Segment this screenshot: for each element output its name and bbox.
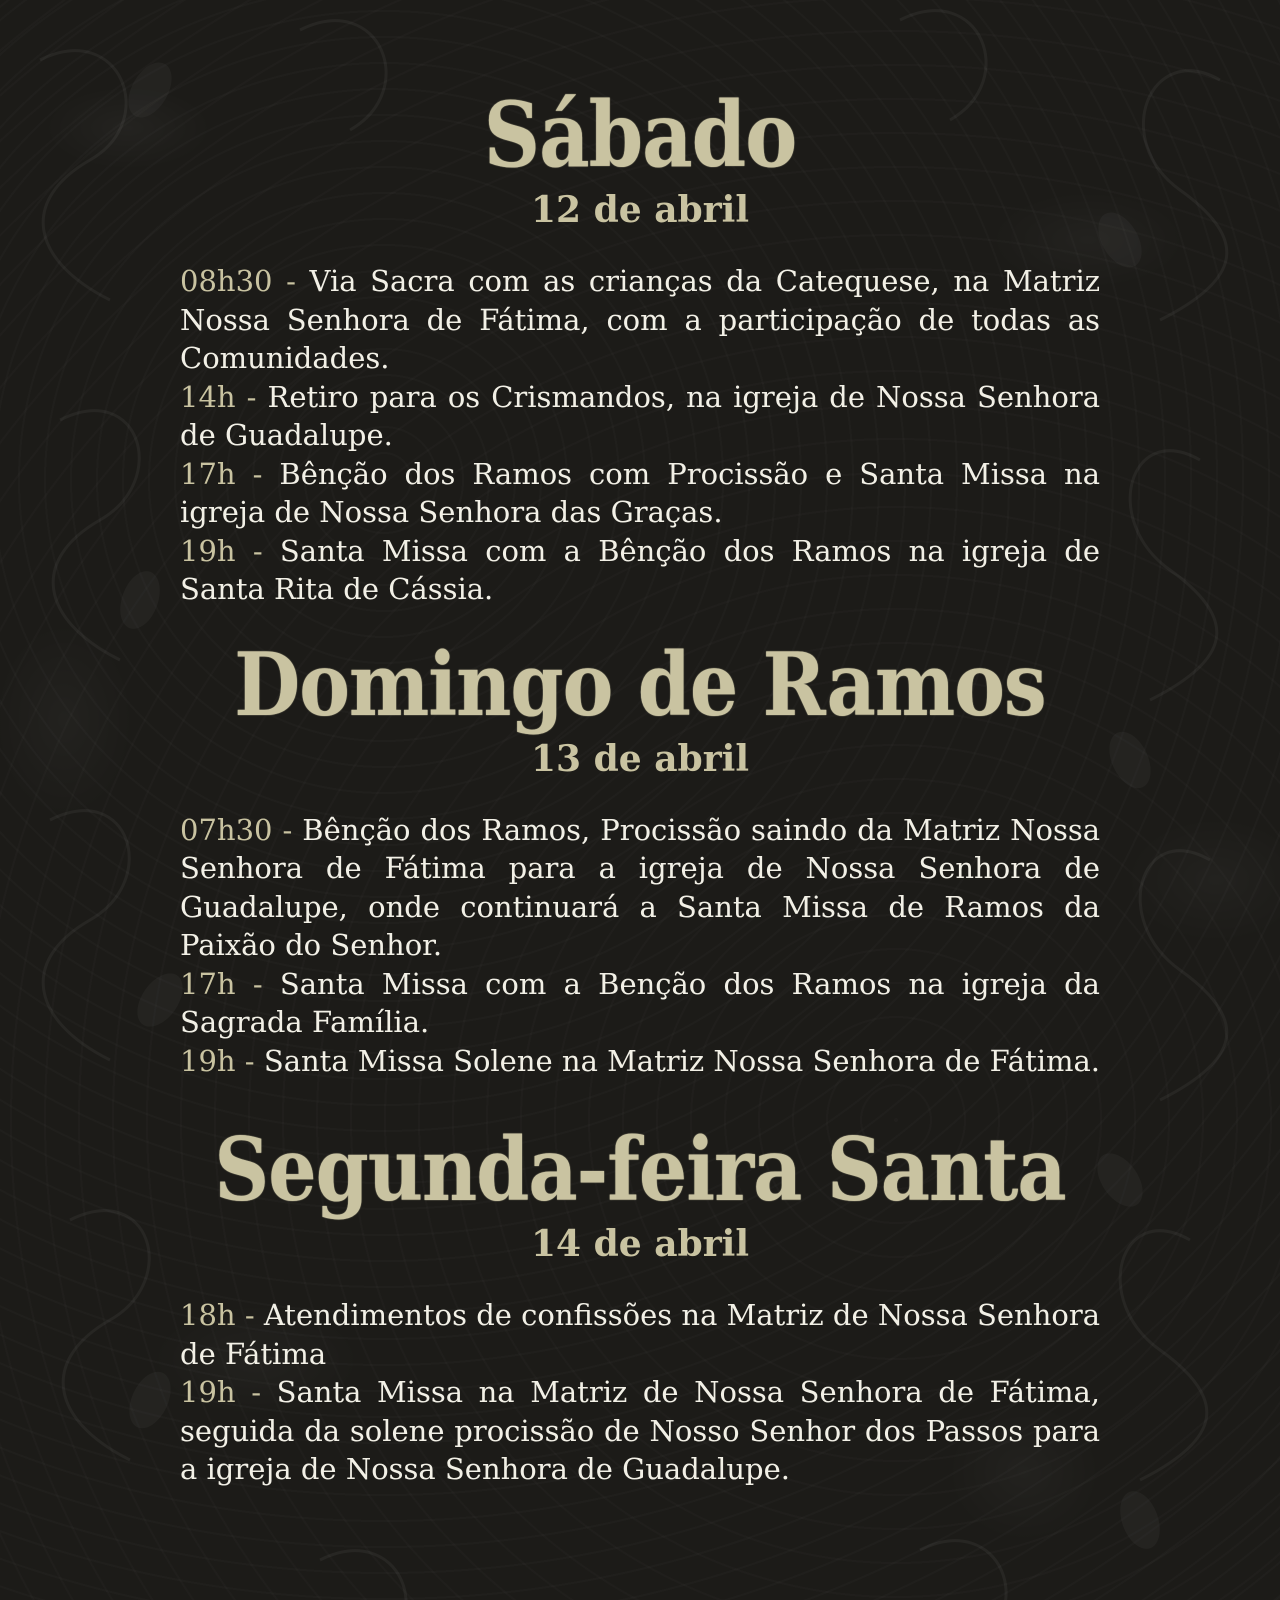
day-title: Sábado: [483, 83, 797, 188]
event-time: 19h: [180, 1043, 236, 1078]
event-description: Bênção dos Ramos, Procissão saindo da Matriz Nossa Senhora de Fátima para a igreja de Nossa Senhora de Guadalupe, onde continuará a Santa Missa de Ramos da Paixão do Senhor.: [180, 812, 1100, 962]
event-separator: -: [235, 1043, 264, 1078]
event-list: [180, 811, 1100, 1081]
event-item: [180, 532, 1100, 609]
event-item: [180, 455, 1100, 532]
event-time: 18h: [180, 1298, 236, 1332]
event-time: 19h: [180, 533, 236, 568]
day-date: 13 de abril: [530, 737, 750, 780]
event-description: Santa Missa com a Bênção dos Ramos na igreja de Santa Rita de Cássia.: [180, 533, 1100, 606]
event-item: [180, 1042, 1100, 1081]
event-separator: -: [235, 1298, 264, 1332]
day-date: 14 de abril: [530, 1223, 750, 1265]
event-description: Bênção dos Ramos com Procissão e Santa Missa na igreja de Nossa Senhora das Graças.: [180, 456, 1100, 529]
event-time: 19h: [180, 1375, 236, 1409]
event-time: 14h: [180, 379, 236, 414]
event-description: Santa Missa na Matriz de Nossa Senhora de Fátima, seguida da solene procissão de Nosso Senhor dos Passos para a igreja de Nossa Senhora de Guadalupe.: [180, 1375, 1100, 1486]
event-description: Santa Missa com a Benção dos Ramos na igreja da Sagrada Família.: [180, 966, 1100, 1039]
section-domingo-de-ramos: [180, 632, 1101, 1081]
event-time: 17h: [180, 966, 236, 1001]
day-title: Segunda-feira Santa: [214, 1118, 1066, 1221]
event-item: [180, 1373, 1100, 1489]
event-item: [180, 378, 1100, 455]
event-item: [180, 262, 1100, 378]
section-sabado: [180, 83, 1100, 609]
day-title: Domingo de Ramos: [234, 632, 1046, 736]
event-separator: -: [235, 456, 280, 491]
schedule-content: [180, 80, 1100, 1489]
event-description: Santa Missa Solene na Matriz Nossa Senhora de Fátima.: [263, 1043, 1101, 1078]
event-description: Atendimentos de confissões na Matriz de Nossa Senhora de Fátima: [180, 1298, 1100, 1371]
event-time: 08h30: [180, 264, 273, 298]
event-separator: -: [235, 966, 280, 1001]
event-separator: -: [235, 1375, 277, 1409]
event-time: 17h: [180, 456, 236, 491]
event-item: [180, 1296, 1100, 1373]
event-item: [180, 811, 1100, 965]
event-separator: -: [272, 264, 310, 298]
event-list: [180, 262, 1100, 609]
day-date: 12 de abril: [530, 189, 750, 231]
event-separator: -: [272, 812, 303, 847]
section-segunda-feira-santa: [180, 1120, 1100, 1489]
event-description: Retiro para os Crismandos, na igreja de Nossa Senhora de Guadalupe.: [180, 379, 1100, 452]
event-list: [180, 1296, 1100, 1489]
event-separator: -: [235, 379, 268, 414]
event-time: 07h30: [180, 812, 273, 847]
event-item: [180, 965, 1100, 1042]
event-separator: -: [235, 533, 280, 568]
event-description: Via Sacra com as crianças da Catequese, na Matriz Nossa Senhora de Fátima, com a participação de todas as Comunidades.: [180, 264, 1100, 375]
